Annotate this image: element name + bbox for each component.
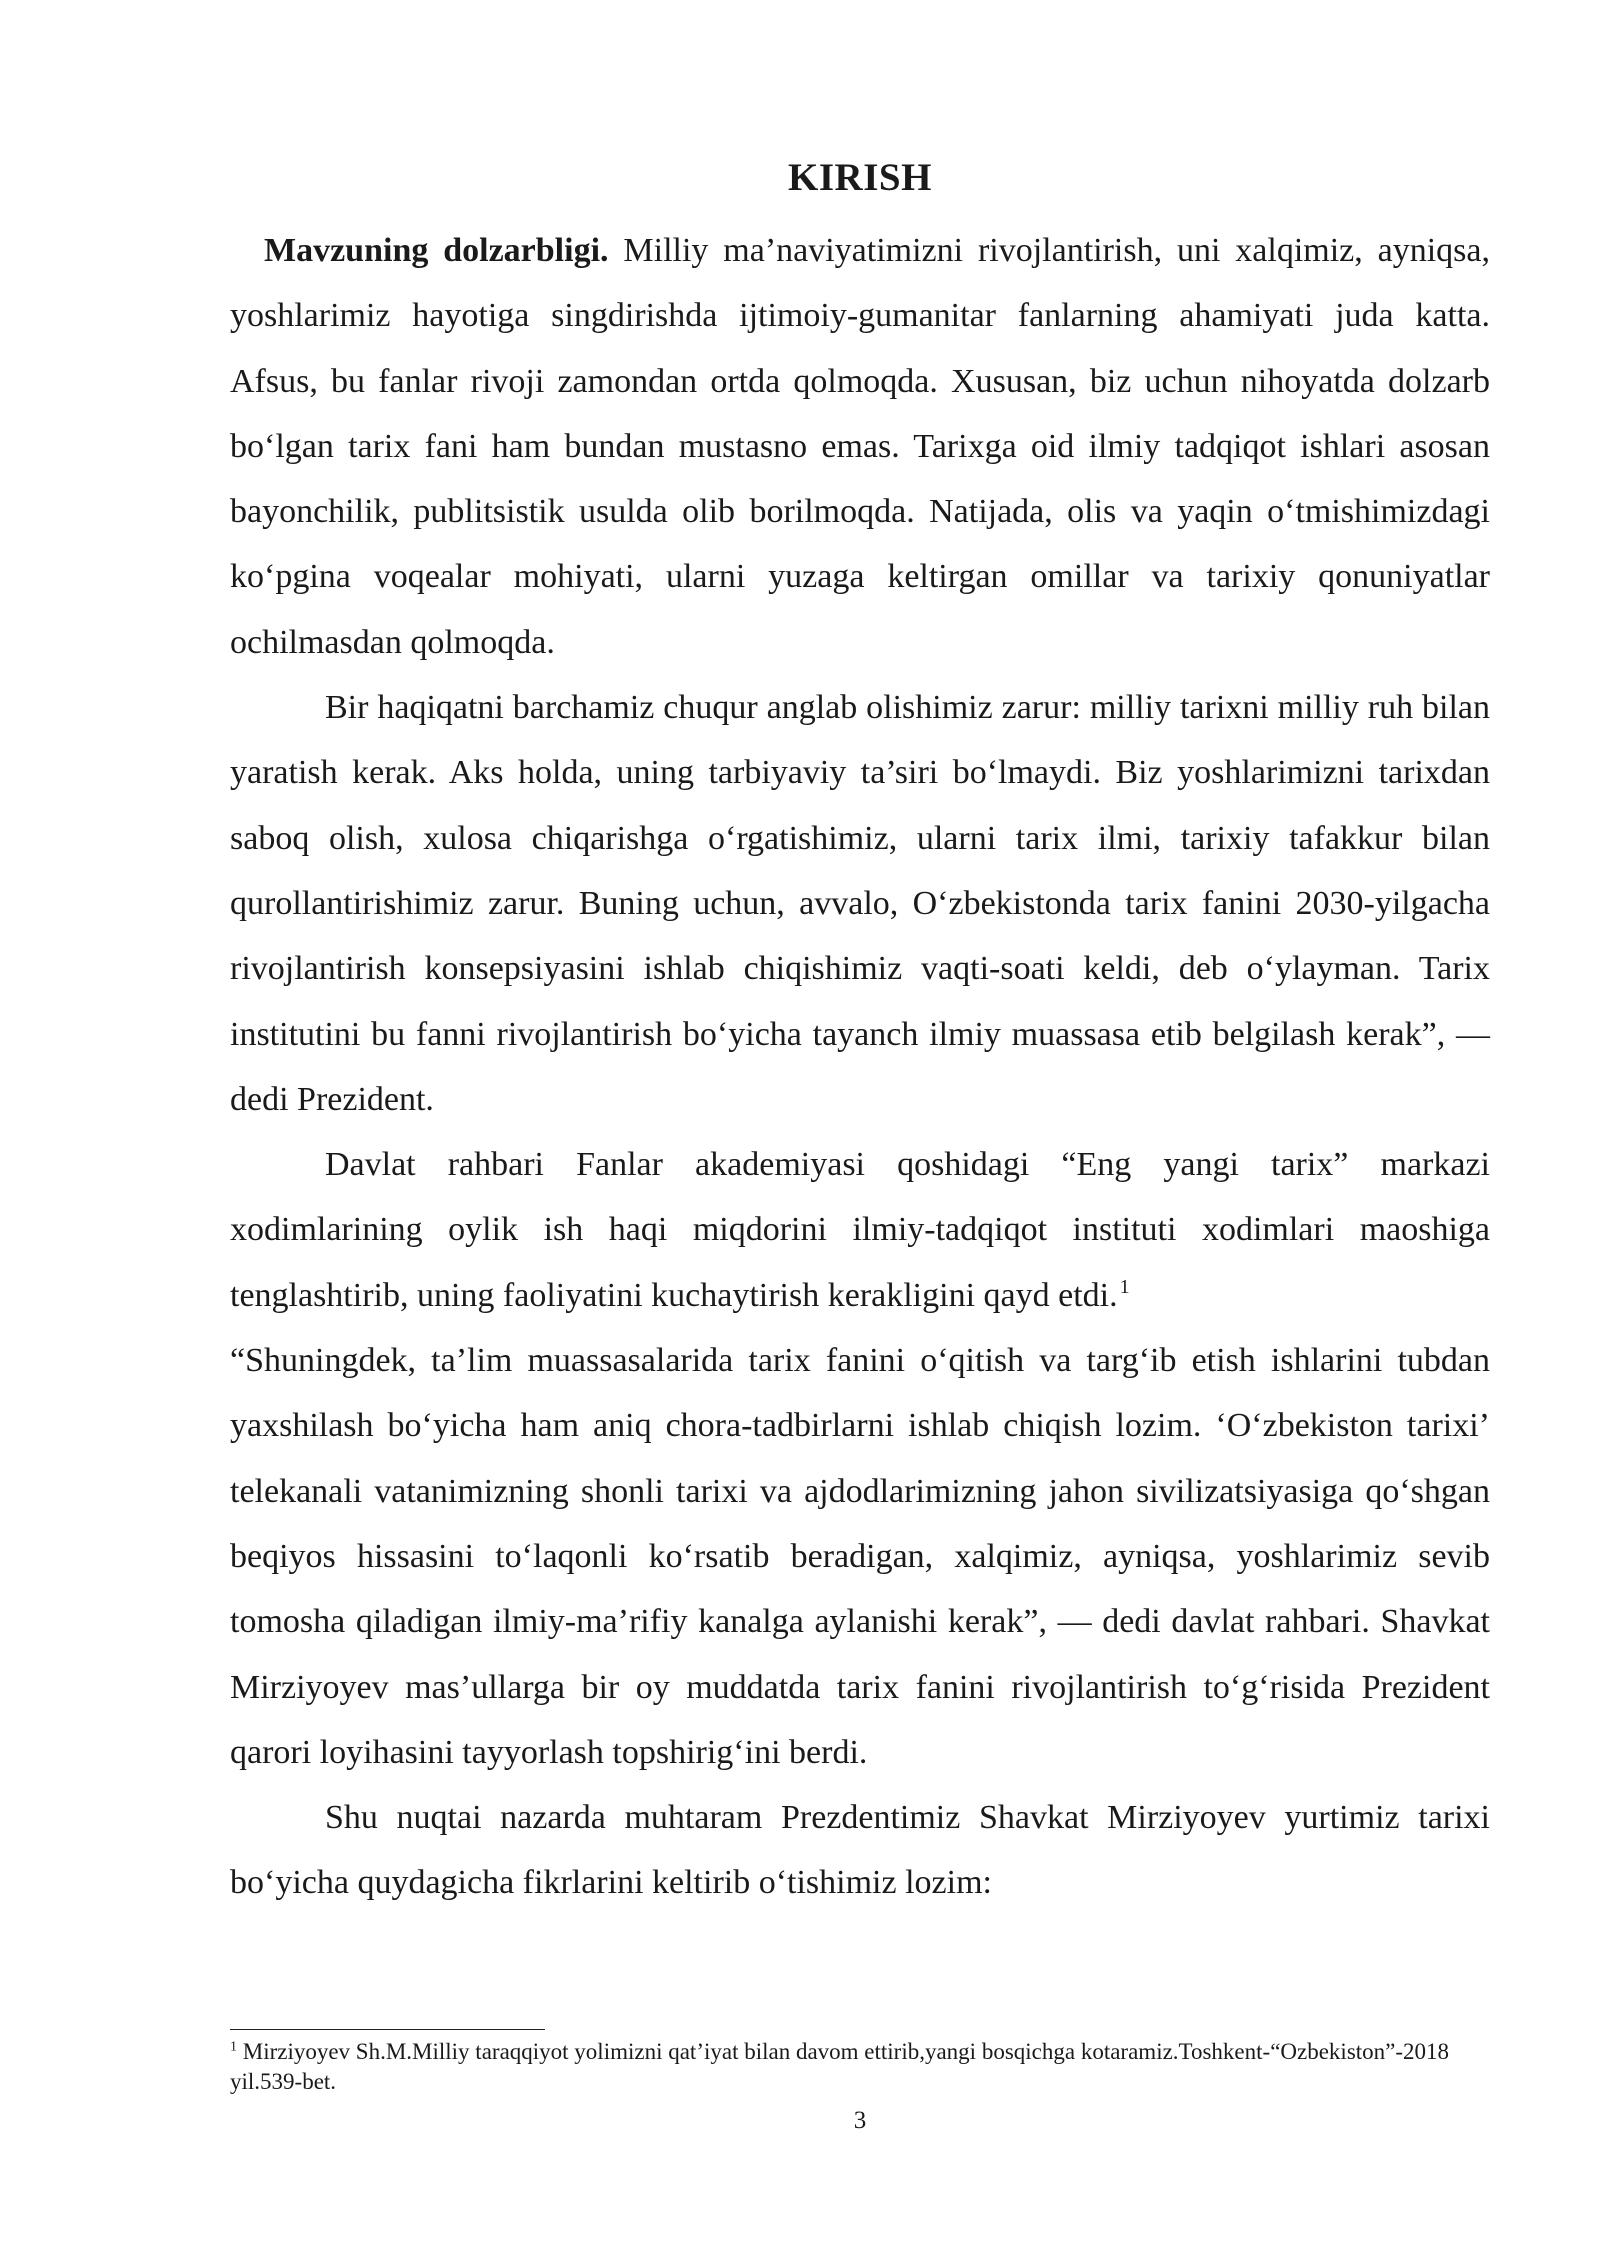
paragraph-education: “Shuningdek, ta’lim muassasalarida tarix fanini o‘qitish va targ‘ib etish ishlarini tubdan yaxshilash bo‘yicha ham aniq chora-tadbirlarni ishlab chiqish lozim. ‘O‘zbekiston tarixi’ telekanali vatanimizning shonli tarixi va ajdodlarimizning jahon sivilizatsiyasiga qo‘shgan beqiyos hissasini to‘laqonli ko‘rsatib beradigan, xalqimiz, ayniqsa, yoshlarimiz sevib tomosha qiladigan ilmiy-ma’rifiy kanalga aylanishi kerak”, — dedi davlat rahbari. Shavkat Mirziyoyev mas’ullarga bir oy muddatda tarix fanini rivojlantirish to‘g‘risida Prezident qarori loyihasini tayyorlash topshirig‘ini berdi.: [230, 1342, 1490, 1771]
footnote-reference[interactable]: 1: [1119, 1276, 1130, 1299]
paragraph-relevance: [230, 218, 1490, 675]
paragraph-text: Milliy ma’naviyatimizni rivojlantirish, uni xalqimiz, ayniqsa, yoshlarimiz hayotiga singdirishda ijtimoiy-gumanitar fanlarning ahamiyati juda katta. Afsus, bu fanlar rivoji zamondan ortda qolmoqda. Xususan, biz uchun nihoyatda dolzarb bo‘lgan tarix fani ham bundan mustasno emas. Tarixga oid ilmiy tadqiqot ishlari asosan bayonchilik, publitsistik usulda olib borilmoqda. Natijada, olis va yaqin o‘tmishimizdagi ko‘pgina voqealar mohiyati, ularni yuzaga keltirgan omillar va tarixiy qonuniyatlar ochilmasdan qolmoqda.: [230, 232, 1490, 661]
page-number: 3: [853, 2107, 867, 2134]
paragraph-text: Davlat rahbari Fanlar akademiyasi qoshidagi “Eng yangi tarix” markazi xodimlarining oylik ish haqi miqdorini ilmiy-tadqiqot instituti xodimlari maoshiga tenglashtirib, uning faoliyatini kuchaytirish kerakligini qayd etdi.: [230, 1146, 1490, 1314]
body-text: [230, 218, 1490, 1916]
footnote-text: Mirziyoyev Sh.M.Milliy taraqqiyot yolimizni qat’iyat bilan davom ettirib,yangi bosqichga kotaramiz.Toshkent-“Ozbekiston”-2018 yil.539-bet.: [230, 2039, 1450, 2094]
footnote: [230, 2037, 1490, 2097]
footnote-marker: 1: [230, 2039, 237, 2055]
footnote-divider: [230, 2029, 545, 2030]
section-lead-label: Mavzuning dolzarbligi.: [264, 232, 609, 269]
paragraph-history-spirit: Bir haqiqatni barchamiz chuqur anglab olishimiz zarur: milliy tarixni milliy ruh bilan yaratish kerak. Aks holda, uning tarbiyaviy ta’siri bo‘lmaydi. Biz yoshlarimizni tarixdan saboq olish, xulosa chiqarishga o‘rgatishimiz, ularni tarix ilmi, tarixiy tafakkur bilan qurollantirishimiz zarur. Buning uchun, avvalo, O‘zbekistonda tarix fanini 2030-yilgacha rivojlantirish konsepsiyasini ishlab chiqishimiz vaqti-soati keldi, deb o‘ylayman. Tarix institutini bu fanni rivojlantirish bo‘yicha tayanch ilmiy muassasa etib belgilash kerak”, — dedi Prezident.: [230, 689, 1490, 1118]
page-title: KIRISH: [788, 156, 932, 199]
paragraph-academy: [230, 1132, 1490, 1328]
paragraph-conclusion: Shu nuqtai nazarda muhtaram Prezdentimiz Shavkat Mirziyoyev yurtimiz tarixi bo‘yicha quydagicha fikrlarini keltirib o‘tishimiz lozim:: [230, 1799, 1490, 1902]
